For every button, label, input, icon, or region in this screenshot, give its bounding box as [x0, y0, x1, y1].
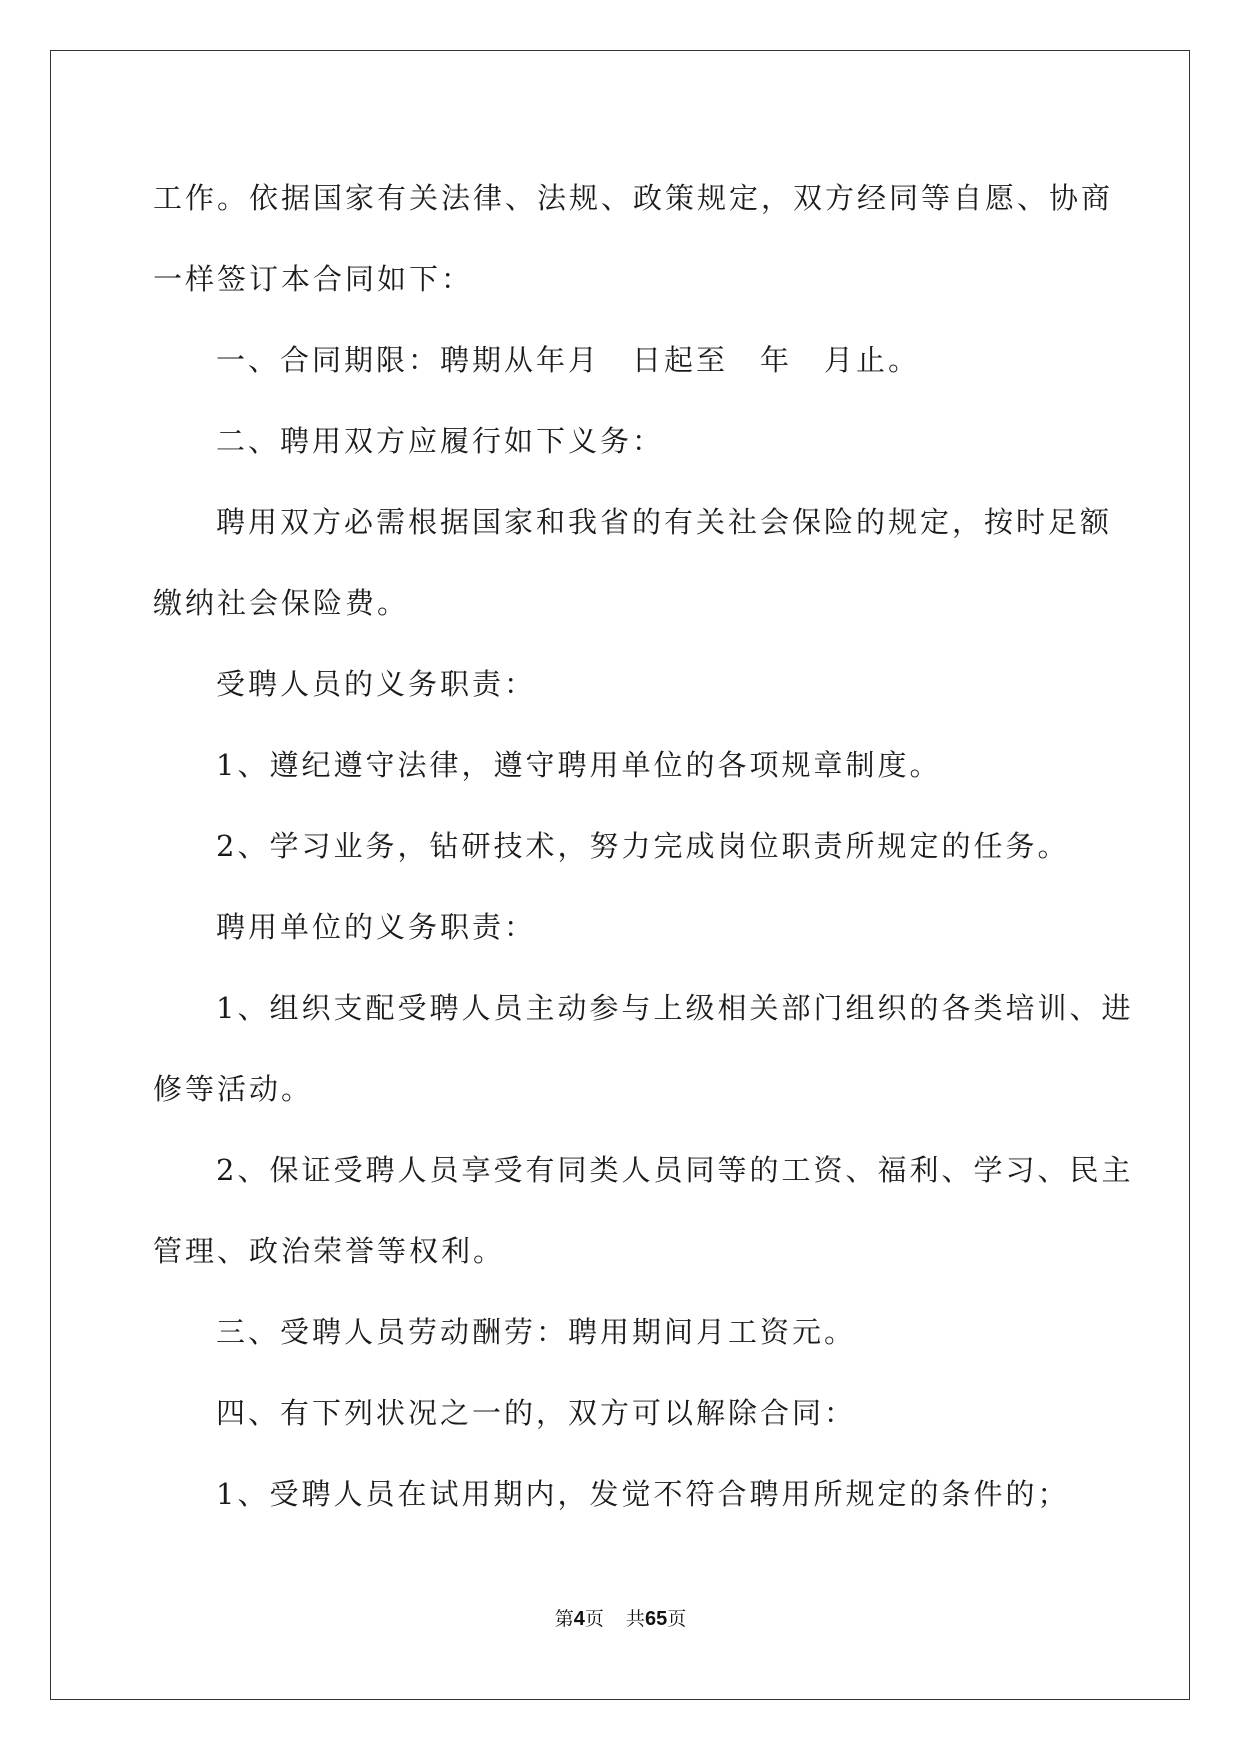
- total-pages: 65: [644, 1608, 668, 1630]
- paragraph-line: 2、学习业务，钻研技术，努力完成岗位职责所规定的任务。: [216, 829, 1070, 863]
- paragraph-line: 工作。依据国家有关法律、法规、政策规定，双方经同等自愿、协商: [153, 181, 1114, 215]
- paragraph-line: 一样签订本合同如下：: [153, 262, 474, 296]
- paragraph-line: 聘用双方必需根据国家和我省的有关社会保险的规定，按时足额: [216, 505, 1113, 539]
- total-suffix: 页: [667, 1608, 687, 1630]
- paragraph-line: 1、受聘人员在试用期内，发觉不符合聘用所规定的条件的；: [216, 1477, 1070, 1511]
- paragraph-line: 二、聘用双方应履行如下义务：: [216, 424, 665, 458]
- paragraph-line: 1、组织支配受聘人员主动参与上级相关部门组织的各类培训、进: [216, 991, 1134, 1025]
- paragraph-line: 2、保证受聘人员享受有同类人员同等的工资、福利、学习、民主: [216, 1153, 1134, 1187]
- page-footer: [0, 1604, 1241, 1631]
- paragraph-line: 受聘人员的义务职责：: [216, 667, 537, 701]
- paragraph-line: 管理、政治荣誉等权利。: [153, 1234, 506, 1268]
- total-prefix: 共: [625, 1608, 645, 1630]
- paragraph-line: 四、有下列状况之一的，双方可以解除合同：: [216, 1396, 857, 1430]
- paragraph-line: 一、合同期限：聘期从年月 日起至 年 月止。: [216, 343, 921, 377]
- paragraph-line: 修等活动。: [153, 1072, 314, 1106]
- paragraph-line: 缴纳社会保险费。: [153, 586, 410, 620]
- page-suffix: 页: [584, 1608, 604, 1630]
- page-number: 4: [573, 1608, 585, 1630]
- page-prefix: 第: [554, 1608, 574, 1630]
- paragraph-line: 三、受聘人员劳动酬劳：聘用期间月工资元。: [216, 1315, 857, 1349]
- paragraph-line: 1、遵纪遵守法律，遵守聘用单位的各项规章制度。: [216, 748, 942, 782]
- document-body: [153, 158, 1134, 1535]
- paragraph-line: 聘用单位的义务职责：: [216, 910, 537, 944]
